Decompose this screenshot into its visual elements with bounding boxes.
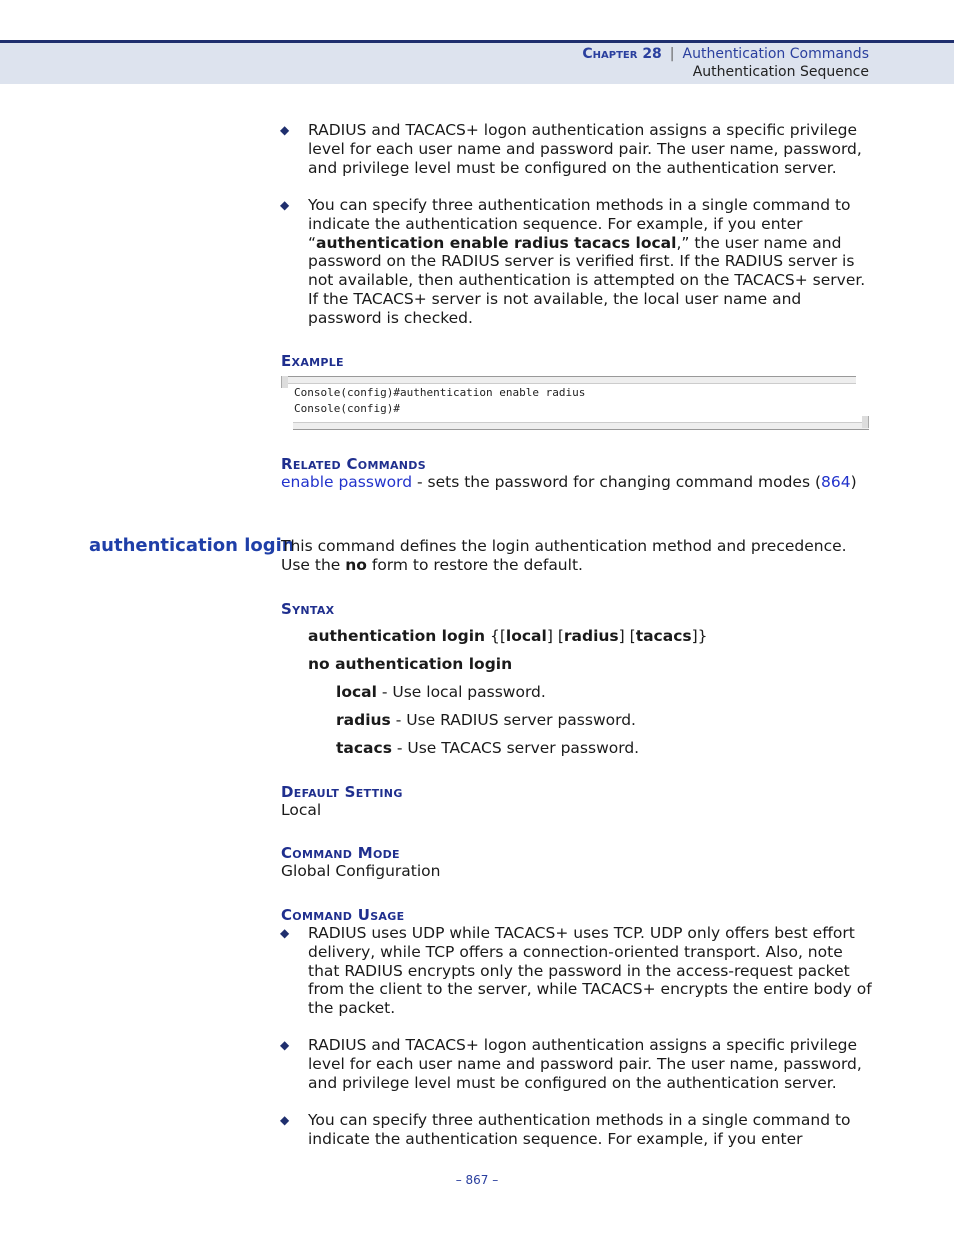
command-mode-heading: Command Mode (281, 844, 400, 862)
usage-bullet-1: RADIUS uses UDP while TACACS+ uses TCP. UDP only offers best effort delivery, while TCP offers a connection-oriented transport. Also, note that RADIUS encrypts only the password in the access-request packet from the client to the server, while TACACS+ encrypts the entire body of the packet. (308, 924, 872, 1018)
command-usage-heading: Command Usage (281, 906, 405, 924)
syntax-heading: Syntax (281, 600, 335, 618)
bullet-icon: ◆ (280, 123, 290, 137)
running-header-section: Authentication Sequence (692, 64, 869, 80)
related-commands-line (281, 473, 857, 491)
chapter-label: Chapter 28 (582, 46, 662, 62)
code-line: Console(config)#authentication enable radius (294, 386, 586, 399)
intro-bullet-2-rest: ,” the user name and password on the RADIUS server is verified first. If the RADIUS server is not available, then authentication is attempted on the TACACS+ server. If the TACACS+ server is not available, the local user name and password is checked. (308, 233, 866, 327)
intro-bullet-2 (308, 196, 873, 328)
code-box-bottom-rule (293, 422, 869, 430)
default-setting-value: Local (281, 801, 322, 819)
related-commands-heading: Related Commands (281, 455, 426, 473)
bullet-icon: ◆ (280, 198, 290, 212)
chapter-title: Authentication Commands (682, 46, 869, 62)
intro-bullet-1: RADIUS and TACACS+ logon authentication assigns a specific privilege level for each user name and password pair. The user name, password, and privilege level must be configured on the authentication server. (308, 121, 862, 177)
page-864-link[interactable]: 864 (821, 473, 851, 491)
intro-bullet-2-lead: You can specify three authentication methods in a single command to indicate the authentication sequence. For example, if you enter (308, 196, 851, 233)
option-desc: - Use local password. (376, 683, 546, 701)
desc-2-bold: no (345, 556, 367, 574)
bullet-icon: ◆ (280, 1038, 290, 1052)
bullet-icon: ◆ (280, 1113, 290, 1127)
command-description-2 (281, 556, 583, 574)
enable-password-link[interactable]: enable password (281, 473, 413, 491)
syntax-brace-open: {[ (485, 627, 506, 645)
code-box-top-corner (281, 376, 288, 388)
syntax-line-2: no authentication login (308, 655, 513, 673)
desc-2-pre: Use the (281, 556, 346, 574)
option-name: tacacs (336, 739, 392, 757)
option-desc: - Use RADIUS server password. (390, 711, 636, 729)
command-title: authentication login (89, 535, 295, 556)
related-desc: - sets the password for changing command modes ( (412, 473, 822, 491)
syntax-command: authentication login (308, 627, 486, 645)
bullet-icon: ◆ (280, 926, 290, 940)
command-description-1: This command defines the login authentication method and precedence. (281, 537, 847, 555)
syntax-tacacs: tacacs (635, 627, 692, 645)
page-number: – 867 – (455, 1173, 499, 1187)
syntax-brace-close: ]} (691, 627, 708, 645)
example-heading: Example (281, 352, 344, 370)
syntax-sep-2: ] [ (618, 627, 636, 645)
syntax-local: local (505, 627, 547, 645)
running-header-chapter (582, 46, 869, 62)
option-name: local (336, 683, 377, 701)
syntax-radius: radius (563, 627, 619, 645)
related-close: ) (850, 473, 857, 491)
option-name: radius (336, 711, 391, 729)
syntax-line-1 (308, 627, 708, 645)
syntax-option (336, 711, 636, 729)
usage-bullet-2: RADIUS and TACACS+ logon authentication assigns a specific privilege level for each user name and password pair. The user name, password, and privilege level must be configured on the authentication server. (308, 1036, 862, 1092)
usage-bullet-3: You can specify three authentication methods in a single command to indicate the authentication sequence. For example, if you enter (308, 1111, 851, 1148)
desc-2-post: form to restore the default. (366, 556, 583, 574)
code-box-top-rule (281, 376, 856, 384)
quote-open: “ (308, 233, 317, 252)
option-desc: - Use TACACS server password. (391, 739, 640, 757)
code-example-box (281, 376, 869, 430)
command-mode-value: Global Configuration (281, 862, 441, 880)
default-setting-heading: Default Setting (281, 783, 403, 801)
syntax-option (336, 683, 546, 701)
code-line: Console(config)# (294, 402, 400, 415)
syntax-option (336, 739, 639, 757)
example-command-bold: authentication enable radius tacacs local (316, 233, 677, 252)
syntax-sep-1: ] [ (546, 627, 564, 645)
code-box-bottom-corner (862, 416, 869, 428)
header-separator: | (669, 46, 675, 62)
